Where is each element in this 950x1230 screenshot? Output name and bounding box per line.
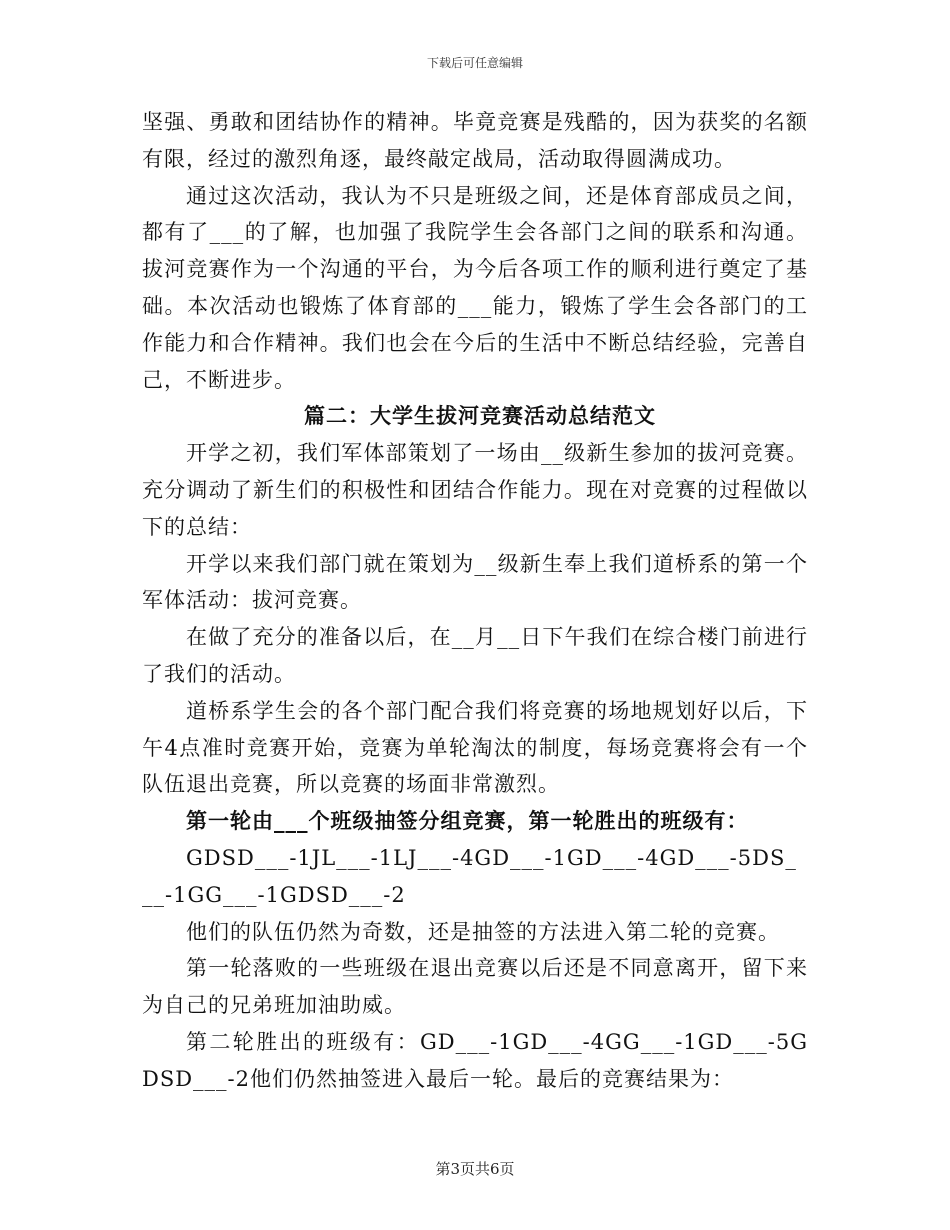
section-heading: 篇二：大学生拔河竞赛活动总结范文: [304, 403, 656, 429]
paragraph-continuation: 坚强、勇敢和团结协作的精神。毕竟竞赛是残酷的，因为获奖的名额有限，经过的激烈角逐，最终敲定战局，活动取得圆满成功。: [142, 110, 808, 171]
document-body: [142, 104, 808, 1098]
paragraph-date: 在做了充分的准备以后，在__月__日下午我们在综合楼门前进行了我们的活动。: [142, 625, 808, 686]
paragraph-round-one: 第一轮由___个班级抽签分组竞赛，第一轮胜出的班级有：: [186, 808, 749, 834]
paragraph-odd-teams: 他们的队伍仍然为奇数，还是抽签的方法进入第二轮的竞赛。: [186, 919, 780, 944]
paragraph-rules: 道桥系学生会的各个部门配合我们将竞赛的场地规划好以后，下午4点准时竞赛开始，竞赛为单轮淘汰的制度，每场竞赛将会有一个队伍退出竞赛，所以竞赛的场面非常激烈。: [142, 698, 808, 797]
paragraph-support: 第一轮落败的一些班级在退出竞赛以后还是不同意离开，留下来为自己的兄弟班加油助威。: [142, 956, 808, 1018]
paragraph-reflection: 通过这次活动，我认为不只是班级之间，还是体育部成员之间，都有了___的了解，也加强了我院学生会各部门之间的联系和沟通。拔河竞赛作为一个沟通的平台，为今后各项工作的顺利进行奠定了基础。本次活动也锻炼了体育部的___能力，锻炼了学生会各部门的工作能力和合作精神。我们也会在今后的生活中不断总结经验，完善自己，不断进步。: [142, 183, 808, 392]
page-footer: 第3页共6页: [435, 1160, 515, 1178]
paragraph-intro: 开学之初，我们军体部策划了一场由__级新生参加的拔河竞赛。充分调动了新生们的积极性和团结合作能力。现在对竞赛的过程做以下的总结：: [142, 441, 808, 539]
paragraph-round-two: 第二轮胜出的班级有：GD___-1GD___-4GG___-1GD___-5GDSD___-2他们仍然抽签进入最后一轮。最后的竞赛结果为：: [142, 1029, 808, 1091]
page-header: 下载后可任意编辑: [426, 56, 523, 70]
paragraph-round-one-winners: GDSD___-1JL___-1LJ___-4GD___-1GD___-4GD___-5DS___-1GG___-1GDSD___-2: [142, 845, 797, 907]
paragraph-planning: 开学以来我们部门就在策划为__级新生奉上我们道桥系的第一个军体活动：拔河竞赛。: [142, 551, 808, 613]
